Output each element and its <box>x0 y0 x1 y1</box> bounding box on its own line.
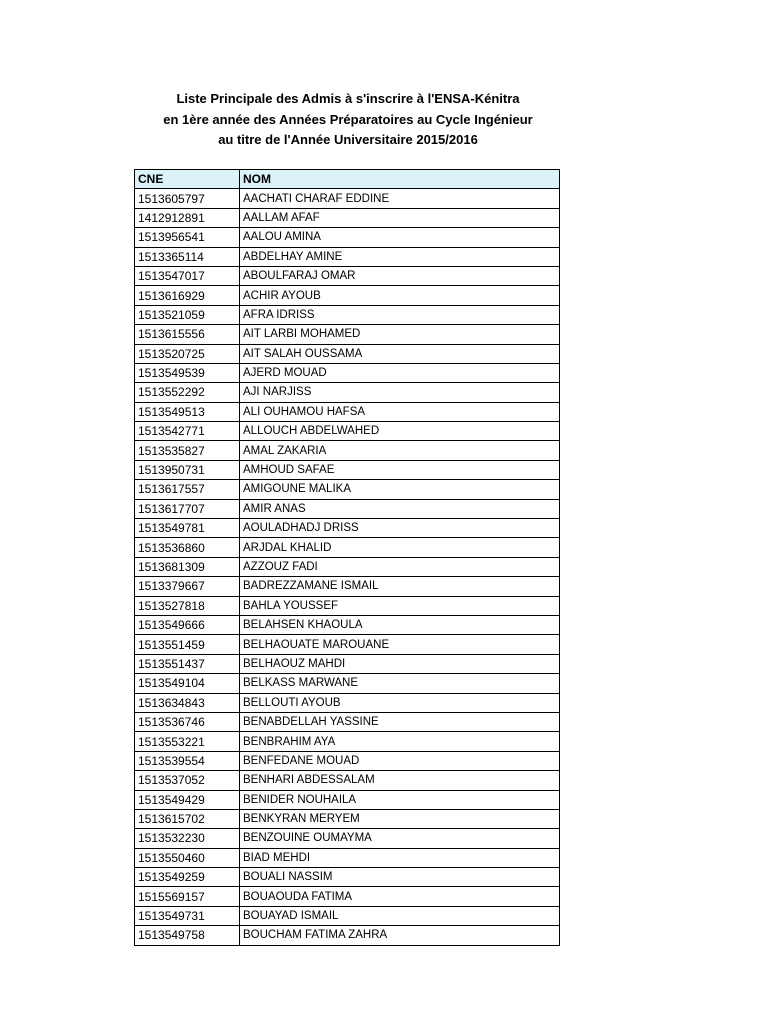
nom-cell: BIAD MEHDI <box>240 848 560 867</box>
cne-cell: 1513542771 <box>135 422 240 441</box>
table-row <box>135 868 560 887</box>
nom-cell: BOUAOUDA FATIMA <box>240 887 560 906</box>
table-row <box>135 422 560 441</box>
cne-cell: 1513616929 <box>135 286 240 305</box>
cne-cell: 1513549731 <box>135 906 240 925</box>
nom-cell: AMHOUD SAFAE <box>240 460 560 479</box>
table-row <box>135 887 560 906</box>
nom-cell: AMIGOUNE MALIKA <box>240 480 560 499</box>
nom-cell: AZZOUZ FADI <box>240 557 560 576</box>
table-row <box>135 906 560 925</box>
cne-cell: 1513550460 <box>135 848 240 867</box>
cne-cell: 1513615556 <box>135 325 240 344</box>
nom-cell: BENFEDANE MOUAD <box>240 751 560 770</box>
table-row <box>135 674 560 693</box>
table-row <box>135 538 560 557</box>
admis-table <box>134 169 560 946</box>
nom-cell: BELLOUTI AYOUB <box>240 693 560 712</box>
nom-cell: BENZOUINE OUMAYMA <box>240 829 560 848</box>
nom-cell: ALLOUCH ABDELWAHED <box>240 422 560 441</box>
table-row <box>135 228 560 247</box>
table-header-row <box>135 170 560 189</box>
cne-cell: 1513537052 <box>135 771 240 790</box>
document-title <box>0 89 696 151</box>
cne-cell: 1513549666 <box>135 615 240 634</box>
cne-cell: 1513549429 <box>135 790 240 809</box>
cne-cell: 1412912891 <box>135 208 240 227</box>
nom-cell: AMAL ZAKARIA <box>240 441 560 460</box>
table-row <box>135 383 560 402</box>
cne-cell: 1513615702 <box>135 809 240 828</box>
nom-cell: ABOULFARAJ OMAR <box>240 266 560 285</box>
nom-cell: BELHAOUATE MAROUANE <box>240 635 560 654</box>
nom-cell: BOUCHAM FATIMA ZAHRA <box>240 926 560 945</box>
title-line-3: au titre de l'Année Universitaire 2015/2016 <box>218 132 478 147</box>
cne-cell: 1513549758 <box>135 926 240 945</box>
table-body <box>135 189 560 945</box>
cne-cell: 1513549539 <box>135 363 240 382</box>
table-row <box>135 771 560 790</box>
nom-cell: BENIDER NOUHAILA <box>240 790 560 809</box>
cne-cell: 1513532230 <box>135 829 240 848</box>
cne-cell: 1513605797 <box>135 189 240 208</box>
table-row <box>135 751 560 770</box>
table-row <box>135 189 560 208</box>
table-row <box>135 460 560 479</box>
nom-cell: BAHLA YOUSSEF <box>240 596 560 615</box>
table-row <box>135 441 560 460</box>
table-row <box>135 596 560 615</box>
table-row <box>135 208 560 227</box>
cne-cell: 1513536860 <box>135 538 240 557</box>
table-row <box>135 712 560 731</box>
nom-cell: ARJDAL KHALID <box>240 538 560 557</box>
cne-cell: 1513553221 <box>135 732 240 751</box>
nom-cell: BOUALI NASSIM <box>240 868 560 887</box>
nom-cell: AACHATI CHARAF EDDINE <box>240 189 560 208</box>
nom-cell: ABDELHAY AMINE <box>240 247 560 266</box>
nom-cell: BADREZZAMANE ISMAIL <box>240 577 560 596</box>
table-row <box>135 344 560 363</box>
nom-cell: BENHARI ABDESSALAM <box>240 771 560 790</box>
nom-cell: BELKASS MARWANE <box>240 674 560 693</box>
cne-cell: 1513956541 <box>135 228 240 247</box>
column-header-cne: CNE <box>135 170 240 189</box>
nom-cell: BENBRAHIM AYA <box>240 732 560 751</box>
nom-cell: AJERD MOUAD <box>240 363 560 382</box>
title-line-1: Liste Principale des Admis à s'inscrire à l'ENSA-Kénitra <box>176 91 520 106</box>
nom-cell: BELAHSEN KHAOULA <box>240 615 560 634</box>
nom-cell: AALLAM AFAF <box>240 208 560 227</box>
cne-cell: 1513527818 <box>135 596 240 615</box>
table-row <box>135 732 560 751</box>
cne-cell: 1513539554 <box>135 751 240 770</box>
cne-cell: 1515569157 <box>135 887 240 906</box>
table-row <box>135 247 560 266</box>
cne-cell: 1513950731 <box>135 460 240 479</box>
cne-cell: 1513520725 <box>135 344 240 363</box>
nom-cell: ALI OUHAMOU HAFSA <box>240 402 560 421</box>
title-line-2: en 1ère année des Années Préparatoires au Cycle Ingénieur <box>163 111 533 127</box>
table-row <box>135 286 560 305</box>
table-row <box>135 926 560 945</box>
cne-cell: 1513535827 <box>135 441 240 460</box>
cne-cell: 1513547017 <box>135 266 240 285</box>
column-header-nom: NOM <box>240 170 560 189</box>
table-row <box>135 499 560 518</box>
nom-cell: BENABDELLAH YASSINE <box>240 712 560 731</box>
cne-cell: 1513552292 <box>135 383 240 402</box>
table-row <box>135 693 560 712</box>
table-row <box>135 266 560 285</box>
table-row <box>135 809 560 828</box>
cne-cell: 1513617707 <box>135 499 240 518</box>
nom-cell: AOULADHADJ DRISS <box>240 519 560 538</box>
cne-cell: 1513617557 <box>135 480 240 499</box>
table-row <box>135 848 560 867</box>
cne-cell: 1513549259 <box>135 868 240 887</box>
nom-cell: AIT SALAH OUSSAMA <box>240 344 560 363</box>
nom-cell: BELHAOUZ MAHDI <box>240 654 560 673</box>
cne-cell: 1513549513 <box>135 402 240 421</box>
table-row <box>135 654 560 673</box>
table-row <box>135 790 560 809</box>
cne-cell: 1513551459 <box>135 635 240 654</box>
cne-cell: 1513379667 <box>135 577 240 596</box>
table-row <box>135 363 560 382</box>
table-row <box>135 305 560 324</box>
table-row <box>135 635 560 654</box>
cne-cell: 1513551437 <box>135 654 240 673</box>
cne-cell: 1513549104 <box>135 674 240 693</box>
cne-cell: 1513681309 <box>135 557 240 576</box>
table-row <box>135 557 560 576</box>
table-row <box>135 325 560 344</box>
cne-cell: 1513536746 <box>135 712 240 731</box>
table-row <box>135 577 560 596</box>
nom-cell: AALOU AMINA <box>240 228 560 247</box>
table-row <box>135 519 560 538</box>
table-row <box>135 615 560 634</box>
cne-cell: 1513634843 <box>135 693 240 712</box>
nom-cell: AJI NARJISS <box>240 383 560 402</box>
table-row <box>135 480 560 499</box>
table-row <box>135 829 560 848</box>
table-row <box>135 402 560 421</box>
cne-cell: 1513521059 <box>135 305 240 324</box>
nom-cell: BENKYRAN MERYEM <box>240 809 560 828</box>
nom-cell: ACHIR AYOUB <box>240 286 560 305</box>
nom-cell: AFRA IDRISS <box>240 305 560 324</box>
cne-cell: 1513365114 <box>135 247 240 266</box>
cne-cell: 1513549781 <box>135 519 240 538</box>
nom-cell: AMIR ANAS <box>240 499 560 518</box>
nom-cell: BOUAYAD ISMAIL <box>240 906 560 925</box>
nom-cell: AIT LARBI MOHAMED <box>240 325 560 344</box>
